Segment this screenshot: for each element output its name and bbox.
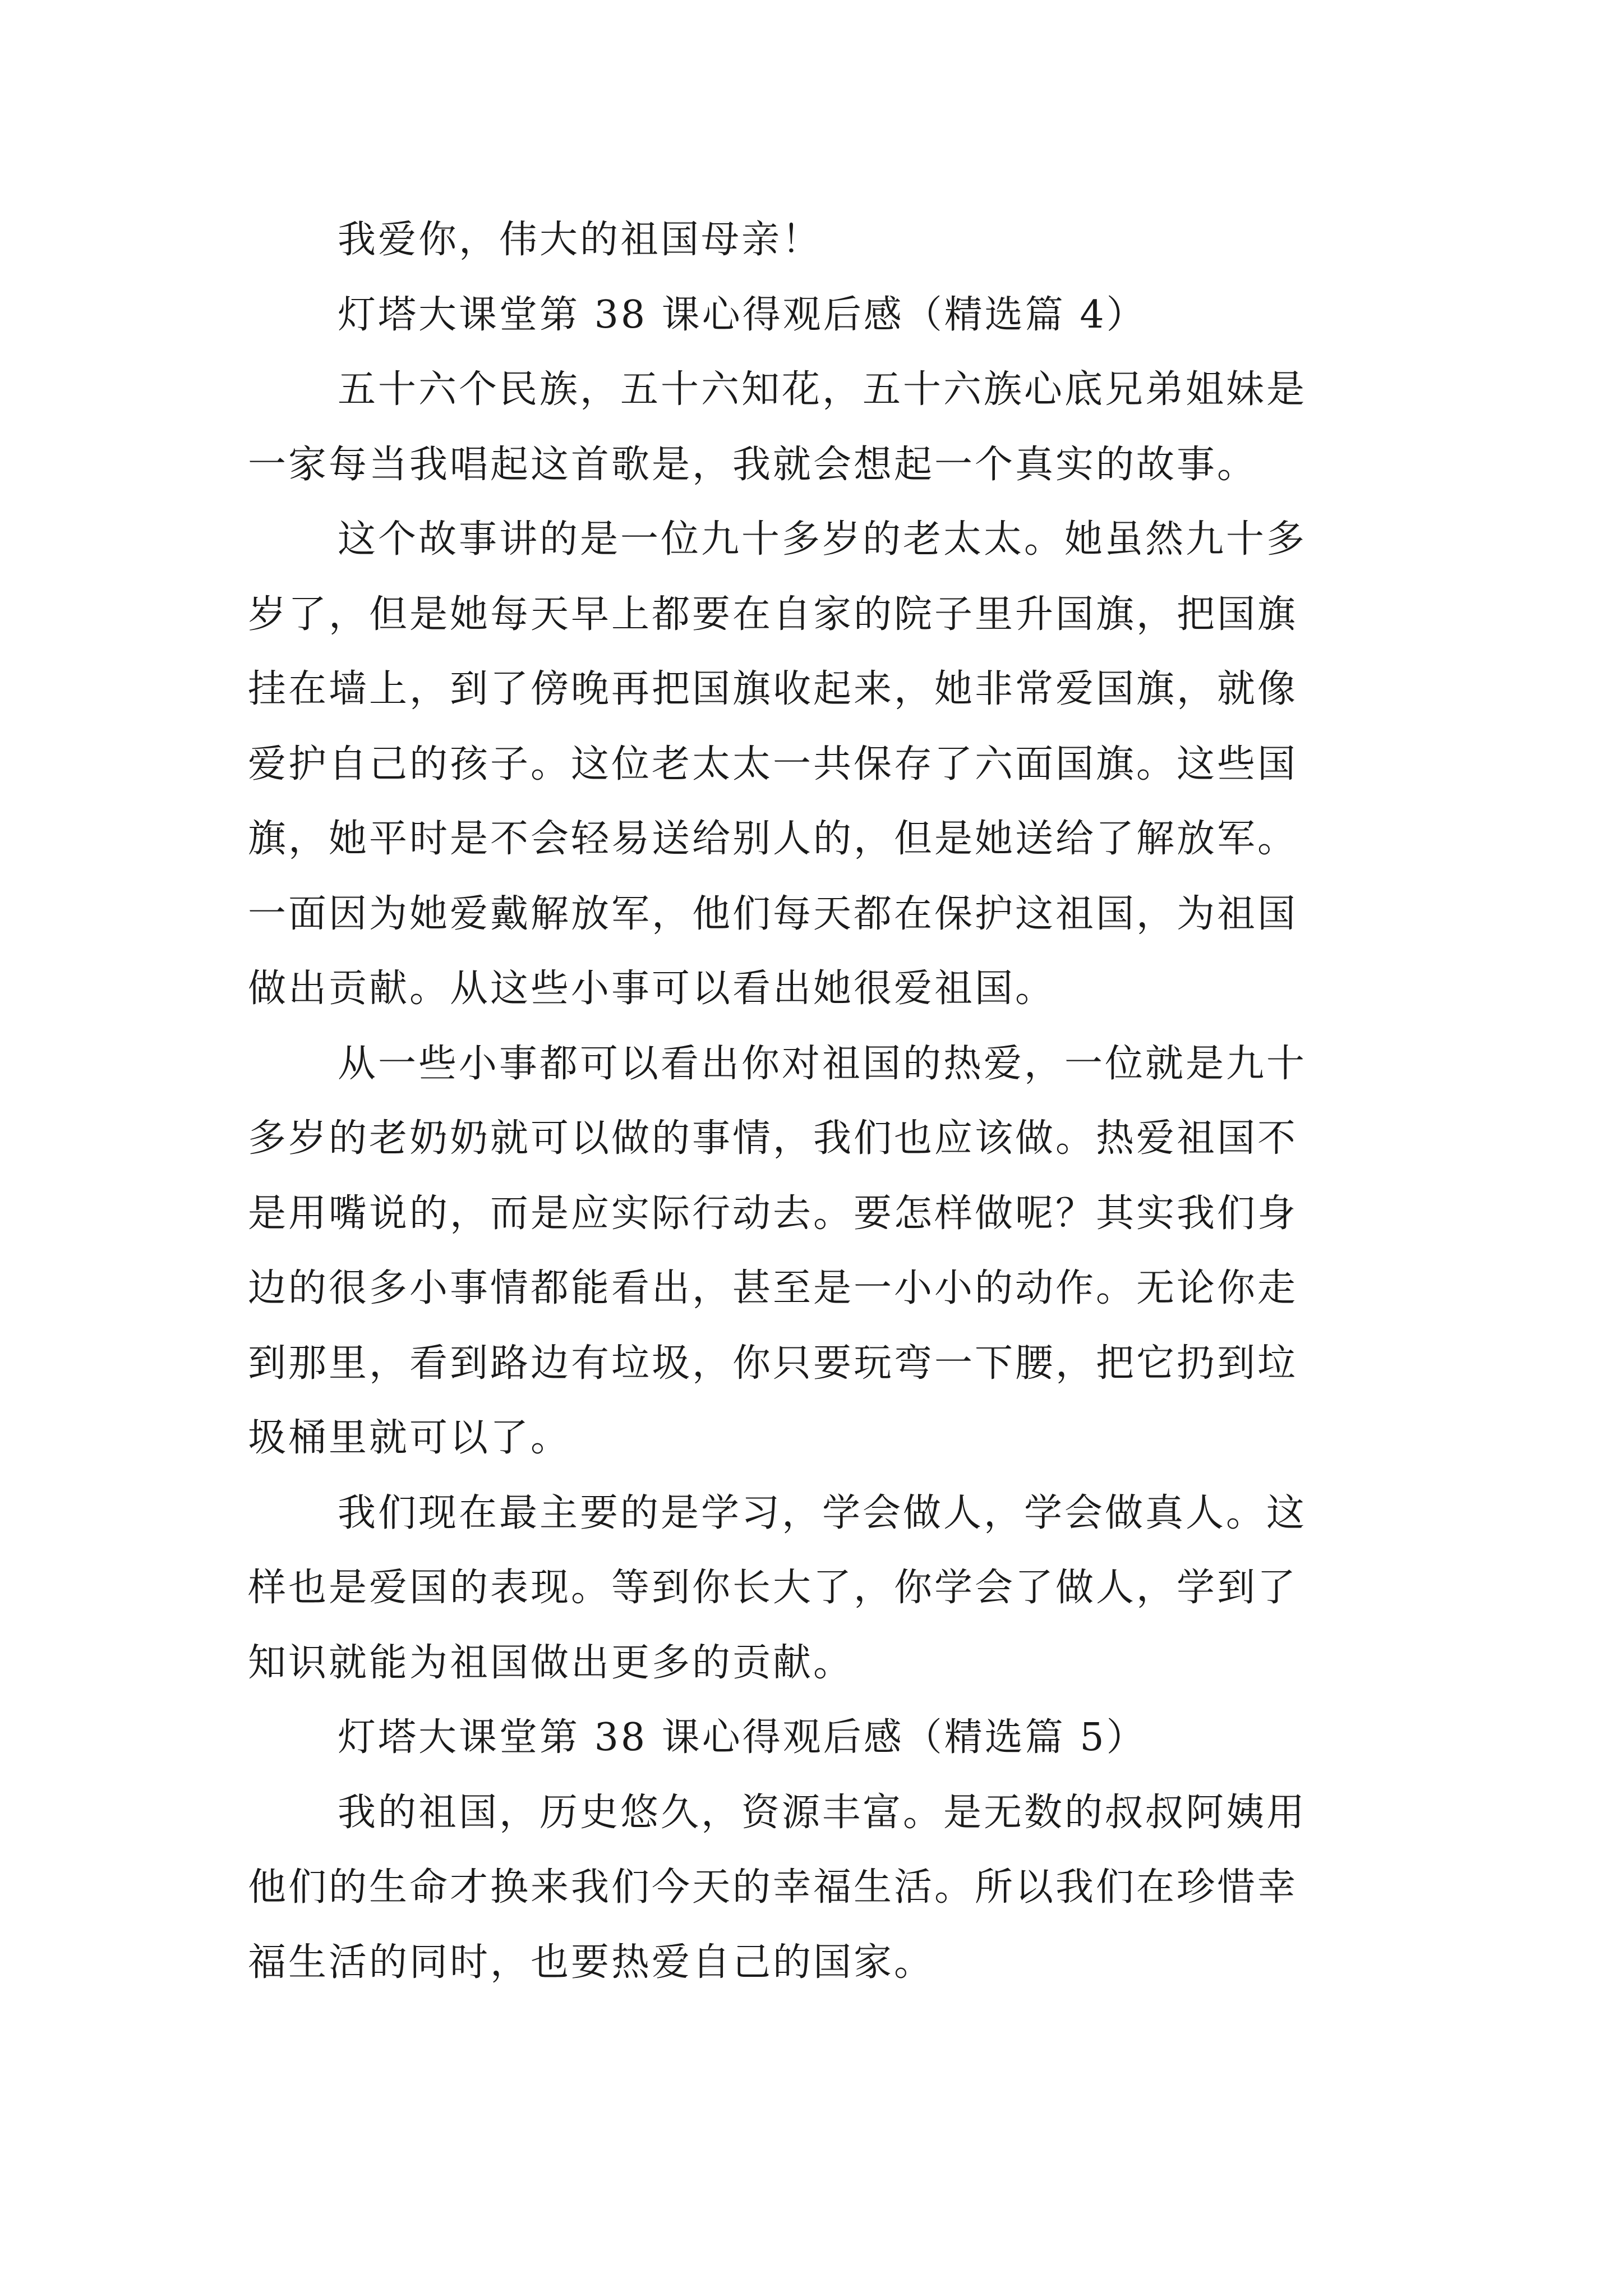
paragraph-line: 知识就能为祖国做出更多的贡献。 (248, 1641, 854, 1685)
paragraph-first-line: 我们现在最主要的是学习，学会做人，学会做真人。这 (338, 1491, 1307, 1535)
paragraph-line: 一家每当我唱起这首歌是，我就会想起一个真实的故事。 (248, 443, 1258, 487)
paragraph-line: 做出贡献。从这些小事可以看出她很爱祖国。 (248, 967, 1056, 1011)
paragraph-first-line: 灯塔大课堂第 38 课心得观后感（精选篇 4） (338, 293, 1147, 337)
paragraph-line: 是用嘴说的，而是应实际行动去。要怎样做呢？其实我们身 (248, 1191, 1298, 1236)
paragraph-first-line: 我爱你，伟大的祖国母亲！ (338, 218, 823, 262)
paragraph-line: 他们的生命才换来我们今天的幸福生活。所以我们在珍惜幸 (248, 1865, 1298, 1910)
paragraph-line: 岁了，但是她每天早上都要在自家的院子里升国旗，把国旗 (248, 592, 1298, 637)
paragraph-line: 到那里，看到路边有垃圾，你只要玩弯一下腰，把它扔到垃 (248, 1341, 1298, 1386)
paragraph-line: 边的很多小事情都能看出，甚至是一小小的动作。无论你走 (248, 1266, 1298, 1310)
paragraph-line: 挂在墙上，到了傍晚再把国旗收起来，她非常爱国旗，就像 (248, 667, 1298, 711)
paragraph-first-line: 灯塔大课堂第 38 课心得观后感（精选篇 5） (338, 1715, 1147, 1760)
paragraph-line: 旗，她平时是不会轻易送给别人的，但是她送给了解放军。 (248, 817, 1298, 861)
paragraph-first-line: 五十六个民族，五十六知花，五十六族心底兄弟姐妹是 (338, 367, 1307, 412)
paragraph-line: 多岁的老奶奶就可以做的事情，我们也应该做。热爱祖国不 (248, 1116, 1298, 1161)
paragraph-first-line: 从一些小事都可以看出你对祖国的热爱，一位就是九十 (338, 1042, 1307, 1086)
paragraph-first-line: 我的祖国，历史悠久，资源丰富。是无数的叔叔阿姨用 (338, 1791, 1307, 1835)
paragraph-line: 样也是爱国的表现。等到你长大了，你学会了做人，学到了 (248, 1566, 1298, 1610)
paragraph-line: 爱护自己的孩子。这位老太太一共保存了六面国旗。这些国 (248, 742, 1298, 786)
paragraph-line: 福生活的同时，也要热爱自己的国家。 (248, 1940, 935, 1985)
paragraph-first-line: 这个故事讲的是一位九十多岁的老太太。她虽然九十多 (338, 517, 1307, 562)
paragraph-line: 一面因为她爱戴解放军，他们每天都在保护这祖国，为祖国 (248, 892, 1298, 936)
paragraph-line: 圾桶里就可以了。 (248, 1416, 571, 1460)
